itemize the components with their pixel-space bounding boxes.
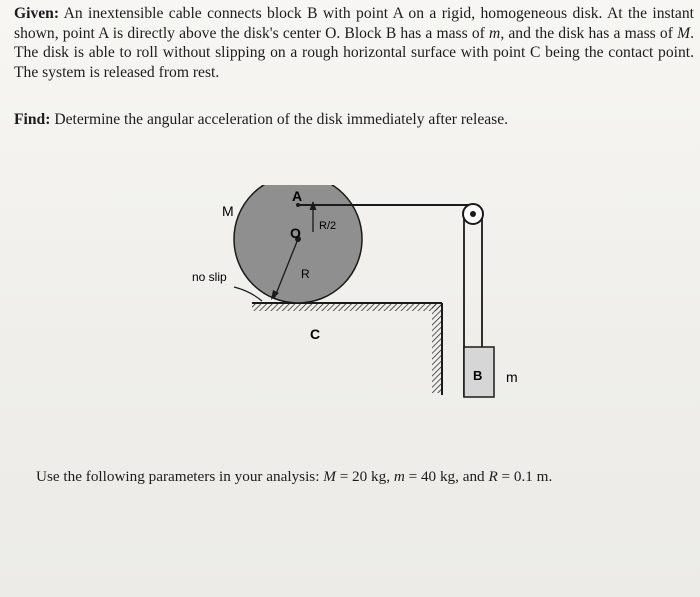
mechanism-figure [170, 185, 540, 425]
given-mass-M: M [677, 24, 691, 42]
find-text: Determine the angular acceleration of the disk immediately after release. [54, 111, 509, 128]
given-label: Given: [14, 5, 60, 22]
given-line-4: C being the contact point. The system is released from rest. [14, 44, 695, 81]
label-no-slip: no slip [192, 270, 227, 284]
given-line-3c: . The disk is able to roll without slipping on a rough horizontal surface with point [14, 24, 695, 61]
wall-hatch [432, 303, 442, 393]
label-R2: R/2 [319, 220, 337, 232]
parameters-line [36, 467, 676, 486]
given-line-2a: instant shown, point A is directly above the disk's center O. Block B has a mass of [14, 5, 694, 42]
given-mass-m: m [489, 24, 501, 42]
param-m-value: = 40 kg, and [408, 468, 485, 485]
label-M: M [222, 203, 234, 219]
params-prefix: Use the following parameters in your analysis: [36, 468, 320, 485]
find-label: Find: [14, 111, 51, 128]
param-M-symbol: M [323, 468, 336, 485]
label-A: A [292, 188, 303, 204]
param-R-value: = 0.1 m. [501, 468, 553, 485]
given-line-2c: , and the disk [500, 24, 585, 42]
label-C: C [310, 326, 321, 342]
param-R-symbol: R [488, 468, 498, 485]
param-m-symbol: m [393, 468, 405, 485]
find-paragraph [14, 110, 694, 130]
ground-hatch [252, 303, 442, 311]
label-R: R [301, 267, 310, 281]
param-M-value: = 20 kg, [339, 468, 391, 485]
pulley-axle [470, 211, 476, 217]
label-m: m [506, 369, 518, 385]
given-paragraph [14, 4, 694, 82]
label-B: B [473, 368, 483, 383]
given-line-3a: has a mass of [588, 24, 673, 42]
label-O: O [290, 225, 301, 241]
given-line-1: An inextensible cable connects block B with point A on a rigid, homogeneous disk. At the [63, 5, 647, 22]
